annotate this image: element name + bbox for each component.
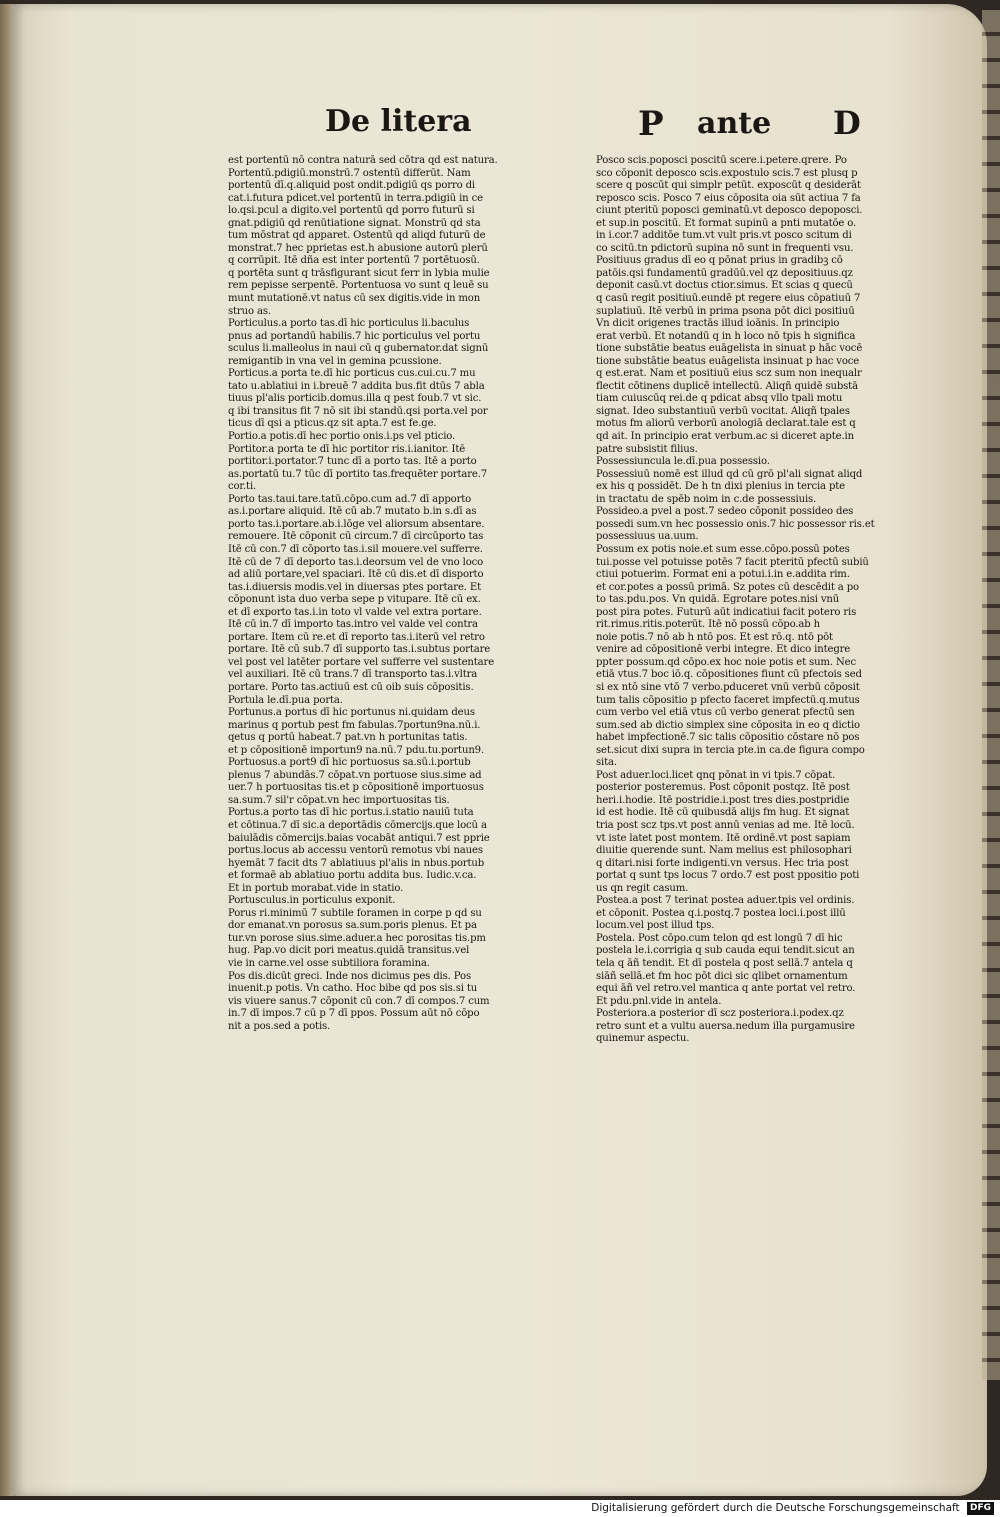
text-line: id est hodie. Itē cū quibusdā alijs fm hug. Et signat	[596, 807, 850, 819]
text-line: set.sicut dixi supra in tercia pte.in ca.de figura compo	[596, 744, 865, 756]
text-line: Itē cū de 7 dī deporto tas.i.deorsum vel de vno loco	[228, 556, 484, 568]
text-line: et formaē ab ablatiuo portu addita bus. Iudic.v.ca.	[228, 870, 477, 882]
text-line: Possessiuncula le.dī.pua possessio.	[596, 456, 770, 468]
footer-text: Digitalisierung gefördert durch die Deutsche Forschungsgemeinschaft	[591, 1502, 960, 1514]
text-line: motus fm aliorū verborū anologiā declarat.tale est q	[596, 418, 856, 430]
text-line: inuenit.p potis. Vn catho. Hoc bibe qd pos sis.si tu	[228, 983, 478, 995]
text-line: vel post vel latēter portare vel sufferre vel sustentare	[228, 656, 495, 668]
text-line: Portusculus.in porticulus exponit.	[228, 895, 396, 907]
text-line: possessiuus ua.uum.	[596, 531, 699, 543]
text-line: patre subsistit filius.	[596, 443, 698, 455]
text-line: vel auxiliari. Itē cū trans.7 dī transporto tas.i.vltra	[228, 669, 478, 681]
text-line: tione substātie beatus euāgelista insinuat p hac voce	[596, 355, 860, 367]
text-line: signat. Ideo substantiuū verbū vocitat. Aliqñ tpales	[596, 405, 850, 417]
text-line: portare. Itē cū sub.7 dī supporto tas.i.subtus portare	[228, 644, 491, 656]
text-line: Porto tas.taui.tare.tatū.cōpo.cum ad.7 dī apporto	[228, 493, 472, 505]
text-line: q est.erat. Nam et positiuū eius scz sum non inequalr	[596, 368, 862, 380]
text-line: portitor.i.portator.7 tunc dī a porto tas. Itē a porto	[228, 456, 477, 468]
text-line: Itē cū in.7 dī importo tas.intro vel valde vel contra	[228, 619, 478, 631]
text-line: Possideo.a pvel a post.7 sedeo cōponit possideo des	[596, 506, 854, 518]
text-line: vis viuere sanus.7 cōponit cū con.7 dī compos.7 cum	[228, 995, 490, 1007]
text-line: tas.i.diuersis modis.vel in diuersas ptes portare. Et	[228, 581, 482, 593]
text-line: Portunus.a portus dī hic portunus ni.quidam deus	[228, 707, 475, 719]
text-line: Possum ex potis noie.et sum esse.cōpo.possū potes	[596, 543, 850, 555]
text-line: tur.vn porose sius.sime.aduer.a hec porositas tis.pm	[228, 932, 486, 944]
text-line: Porus ri.minimū 7 subtile foramen in corpe p qd su	[228, 907, 482, 919]
text-line: tria post scz tps.vt post annū venias ad me. Itē locū.	[596, 819, 855, 831]
text-line: qd ait. In principio erat verbum.ac si diceret apte.in	[596, 431, 854, 443]
text-line: Vn dicit origenes tractās illud ioānis. In principio	[596, 318, 840, 330]
text-line: gnat.pdigiū qd renūtiatione signat. Monstrū qd sta	[228, 217, 481, 229]
text-line: portentū dī.q.aliquid post ondit.pdigiū qs porro di	[228, 180, 475, 192]
text-line: erat verbū. Et notandū q in h loco nō tpis h significa	[596, 330, 856, 342]
text-line: porto tas.i.portare.ab.i.lōge vel aliorsum absentare.	[228, 518, 485, 530]
text-line: portare. Item cū re.et dī reporto tas.i.iterū vel retro	[228, 631, 485, 643]
text-line: Post aduer.loci.licet qnq pōnat in vi tpis.7 cōpat.	[596, 769, 836, 781]
text-line: Porticulus.a porto tas.dī hic porticulus li.baculus	[228, 318, 470, 330]
running-head-left: De litera	[325, 104, 472, 139]
text-line: si ex ntō sine vtō 7 verbo.pduceret vnū verbū cōposit	[596, 681, 860, 693]
text-line: q corrūpit. Itē dña est inter portentū 7 portētuosū.	[228, 255, 480, 267]
running-head-right: D	[833, 104, 861, 142]
text-line: Posteriora.a posterior dī scz posteriora.i.podex.qz	[596, 1008, 844, 1020]
text-line: Positiuus gradus dī eo q pōnat prius in gradibꝫ cō	[596, 255, 843, 267]
text-line: ppter possum.qd cōpo.ex hoc noie potis et sum. Nec	[596, 656, 856, 668]
text-line: Porticus.a porta te.dī hic porticus cus.cui.cu.7 mu	[228, 368, 476, 380]
text-line: nit a pos.sed a potis.	[228, 1020, 331, 1032]
text-line: flectit cōtinens duplicē intellectū. Aliqñ quidē substā	[596, 380, 858, 392]
text-line: in i.cor.7 additōe tum.vt vult pris.vt posco scitum di	[596, 230, 852, 242]
text-line: tum talis cōpositio p pfecto faceret impfectū.q.mutus	[596, 694, 860, 706]
text-line: suplatiuū. Itē verbū in prima psona pōt dici positiuū	[596, 305, 855, 317]
text-line: in tractatu de spēb noim in c.de possessiuis.	[596, 493, 817, 505]
right-text-column	[596, 155, 916, 1046]
text-line: Itē cū con.7 dī cōporto tas.i.sil mouere.vel sufferre.	[228, 543, 483, 555]
text-line: marinus q portub pest fm fabulas.7portun9na.nū.i.	[228, 719, 481, 731]
text-line: reposco scis. Posco 7 eius cōposita oia sūt actiua 7 fa	[596, 192, 861, 204]
text-line: us qn regit casum.	[596, 882, 689, 894]
text-line: portus.locus ab accessu ventorū remotus vbi naues	[228, 845, 483, 857]
text-line: Portio.a potis.dī hec portio onis.i.ps vel pticio.	[228, 431, 456, 443]
text-line: tiam cuiuscūq rei.de q pdicat absq vllo tpali motu	[596, 393, 843, 405]
text-line: tiuus pl'alis porticib.domus.illa q pest foub.7 vt sic.	[228, 393, 482, 405]
dfg-logo: DFG	[967, 1502, 994, 1515]
footer-bar	[0, 1500, 1000, 1517]
text-line: equi āñ vel retro.vel mantica q ante portat vel retro.	[596, 983, 856, 995]
text-line: rit.rimus.ritis.poterūt. Itē nō possū cōpo.ab h	[596, 619, 820, 631]
text-line: dor emanat.vn porosus sa.sum.poris plenus. Et pa	[228, 920, 477, 932]
text-line: tela q āñ tendit. Et dī postela q post sellā.7 antela q	[596, 958, 853, 969]
text-line: ctiui potuerim. Format eni a potui.i.in e.addita rim.	[596, 569, 850, 581]
text-line: in.7 dī impos.7 cū p 7 dī ppos. Possum aūt nō cōpo	[228, 1008, 480, 1020]
text-line: qetus q portū habeat.7 pat.vn h portunitas tatis.	[228, 732, 468, 744]
text-line: cat.i.futura pdicet.vel portentū in terra.pdigiū in ce	[228, 192, 483, 204]
text-line: Postea.a post 7 terinat postea aduer.tpis vel ordinis.	[596, 895, 855, 907]
text-line: Portentū.pdigiū.monstrū.7 ostentū differūt. Nam	[228, 167, 471, 179]
text-line: ad aliū portare,vel spaciari. Itē cū dis.et dī disporto	[228, 569, 484, 581]
text-line: q ditari.nisi forte indigenti.vn versus. Hec tria post	[596, 857, 849, 869]
text-line: tione substātie beatus euāgelista in sinuat p hāc vocē	[596, 343, 863, 355]
text-line: as.portatū tu.7 tūc dī portito tas.frequēter portare.7	[228, 468, 488, 480]
text-line: Posco scis.poposci poscitū scere.i.petere.qrere. Po	[596, 155, 847, 166]
text-line: sita.	[596, 757, 617, 769]
text-line: et dī exporto tas.i.in toto vl valde vel extra portare.	[228, 606, 482, 618]
text-line: sco cōponit deposco scis.expostulo scis.7 est plusq p	[596, 167, 858, 179]
text-line: Portitor.a porta te dī hic portitor ris.i.ianitor. Itē	[228, 443, 466, 455]
text-line: ticus dī qsi a pticus.qz sit apta.7 est fe.ge.	[228, 418, 437, 430]
text-line: noie potis.7 nō ab h ntō pos. Et est rō.q. ntō pōt	[596, 631, 833, 643]
text-line: etiā vtus.7 boc iō.q. cōpositiones fiunt cū pfectois sed	[596, 669, 862, 681]
text-line: retro sunt et a vultu auersa.nedum illa purgamusire	[596, 1020, 855, 1032]
text-line: to tas.pdu.pos. Vn quidā. Egrotare potes.nisi vnū	[596, 594, 840, 606]
running-head-letter: P	[638, 104, 664, 144]
text-line: postela le.i.corrigia q sub cauda equi tendit.sicut an	[596, 945, 855, 957]
text-line: siāñ sellā.et fm hoc pōt dici sic qlibet ornamentum	[596, 970, 848, 982]
text-line: Pos dis.dicūt greci. Inde nos dicimus pes dis. Pos	[228, 970, 471, 982]
running-head	[0, 104, 1000, 148]
text-line: habet impfectionē.7 sic talis cōpositio cōstare nō pos	[596, 732, 860, 744]
text-line: quinemur aspectu.	[596, 1033, 690, 1045]
text-line: remouere. Itē cōponit cū circum.7 dī circūporto tas	[228, 531, 484, 543]
text-line: Postela. Post cōpo.cum telon qd est longū 7 dī hic	[596, 932, 843, 944]
text-line: et cor.potes a possū primā. Sz potes cū descēdit a po	[596, 581, 859, 593]
text-line: hug. Pap.vo dicit pori meatus.quidā transitus.vel	[228, 945, 470, 957]
text-line: possedi sum.vn hec possessio onis.7 hic possessor ris.et	[596, 518, 875, 530]
text-line: sum.sed ab dictio simplex sine cōposita in eo q dictio	[596, 719, 860, 731]
text-line: struo as.	[228, 305, 271, 317]
text-line: post pira potes. Futurū aūt indicatiui facit potero ris	[596, 606, 857, 618]
text-line: remigantib in vna vel in gemina pcussione.	[228, 355, 442, 367]
text-line: co scitū.tn pdictorū supina nō sunt in frequenti vsu.	[596, 242, 854, 254]
text-line: hyemāt 7 facit dts 7 ablatiuus pl'alis in nbus.portub	[228, 857, 485, 869]
text-line: cōponunt ista duo verba sepe p vitupare. Itē cū ex.	[228, 594, 481, 606]
text-line: heri.i.hodie. Itē postridie.i.post tres dies.postpridie	[596, 794, 850, 806]
text-line: ex his q possidēt. De h tn dixi plenius in tercia pte	[596, 481, 845, 493]
text-line: Portuosus.a port9 dī hic portuosus sa.sū.i.portub	[228, 757, 471, 769]
text-line: tui.posse vel potuisse potēs 7 facit pteritū pfectū subiū	[596, 556, 869, 568]
text-line: patōis.qsi fundamentū gradūū.vel qz depositiuus.qz	[596, 267, 853, 279]
text-line: lo.qsi.pcul a digito.vel portentū qd porro futurū si	[228, 205, 475, 217]
text-line: ciunt pteritū poposci geminatū.vt deposco depoposci.	[596, 205, 863, 217]
text-line: posterior posteremus. Post cōponit postqz. Itē post	[596, 782, 850, 794]
text-line: q casū regit positiuū.eundē pt regere eius cōpatiuū 7	[596, 293, 861, 305]
text-line: vt iste latet post montem. Itē ordinē.vt post sapiam	[596, 832, 851, 844]
text-line: portare. Porto tas.actiuū est cū oib suis cōpositis.	[228, 681, 474, 693]
text-line: diuitie querende sunt. Nam melius est philosophari	[596, 845, 852, 857]
text-line: q ibi transitus fit 7 nō sit ibi standū.qsi porta.vel por	[228, 405, 488, 417]
text-line: uer.7 h portuositas tis.et p cōpositionē importuosus	[228, 782, 484, 794]
text-line: venire ad cōpositionē verbi integre. Et dico integre	[596, 644, 851, 656]
text-line: sculus li.malleolus in naui cū q gubernator.dat signū	[228, 343, 489, 355]
text-line: rem pepisse serpentē. Portentuosa vo sunt q leuē su	[228, 280, 489, 292]
text-line: sa.sum.7 sil'r cōpat.vn hec importuositas tis.	[228, 794, 450, 806]
text-line: q portēta sunt q trāsfigurant sicut ferr in lybia mulie	[228, 267, 490, 279]
book-edge-right	[982, 10, 1000, 1380]
text-line: et p cōpositionē importun9 na.nū.7 pdu.tu.portun9.	[228, 744, 484, 756]
text-line: tato u.ablatiui in i.breuē 7 addita bus.fit dtūs 7 abla	[228, 380, 485, 392]
text-line: tum mōstrat qd apparet. Ostentū qd aliqd futurū de	[228, 230, 486, 242]
text-line: Possessiuū nomē est illud qd cū grō pl'ali signat aliqd	[596, 468, 863, 480]
text-line: et sup.in poscitū. Et format supinū a pnti mutatōe o.	[596, 217, 857, 229]
text-line: et cōponit. Postea q.i.postq.7 postea loci.i.post illū	[596, 907, 846, 919]
text-line: cor.ti.	[228, 481, 257, 493]
text-line: et cōtinua.7 dī sic.a deportādis cōmercijs.que locū a	[228, 819, 487, 831]
text-line: munt mutationē.vt natus cū sex digitis.vide in mon	[228, 293, 481, 305]
text-line: as.i.portare aliquid. Itē cū ab.7 mutato b.in s.dī as	[228, 506, 477, 518]
text-line: Portus.a porto tas dī hic portus.i.statio nauiū tuta	[228, 807, 474, 819]
running-head-middle: ante	[697, 106, 772, 141]
text-line: deponit casū.vt doctus ctior.simus. Et scias q quecū	[596, 280, 853, 292]
text-line: Et pdu.pnl.vide in antela.	[596, 995, 722, 1007]
text-line: scere q poscūt qui simplr petūt. exposcūt q desiderāt	[596, 180, 861, 192]
text-line: monstrat.7 hec pprietas est.h abusione autorū plerū	[228, 242, 488, 254]
text-line: vie in carne.vel osse subtiliora foramina.	[228, 958, 430, 969]
text-line: portat q sunt tps locus 7 ordo.7 est post ppositio poti	[596, 870, 860, 882]
left-text-column	[228, 155, 546, 1033]
text-line: pnus ad portandū habilis.7 hic porticulus vel portu	[228, 330, 481, 342]
text-line: Portula le.dī.pua porta.	[228, 694, 343, 706]
text-line: baiulādis cōmercijs.baias vocabāt antiqui.7 est pprie	[228, 832, 490, 844]
text-line: cum verbo vel etiā vtus cū verbo generat pfectū sen	[596, 707, 855, 719]
text-line: Et in portub morabat.vide in statio.	[228, 882, 404, 894]
text-line: est portentū nō contra naturā sed cōtra qd est natura.	[228, 155, 498, 166]
text-line: locum.vel post illud tps.	[596, 920, 715, 932]
text-line: plenus 7 abundās.7 cōpat.vn portuose sius.sime ad	[228, 769, 482, 781]
